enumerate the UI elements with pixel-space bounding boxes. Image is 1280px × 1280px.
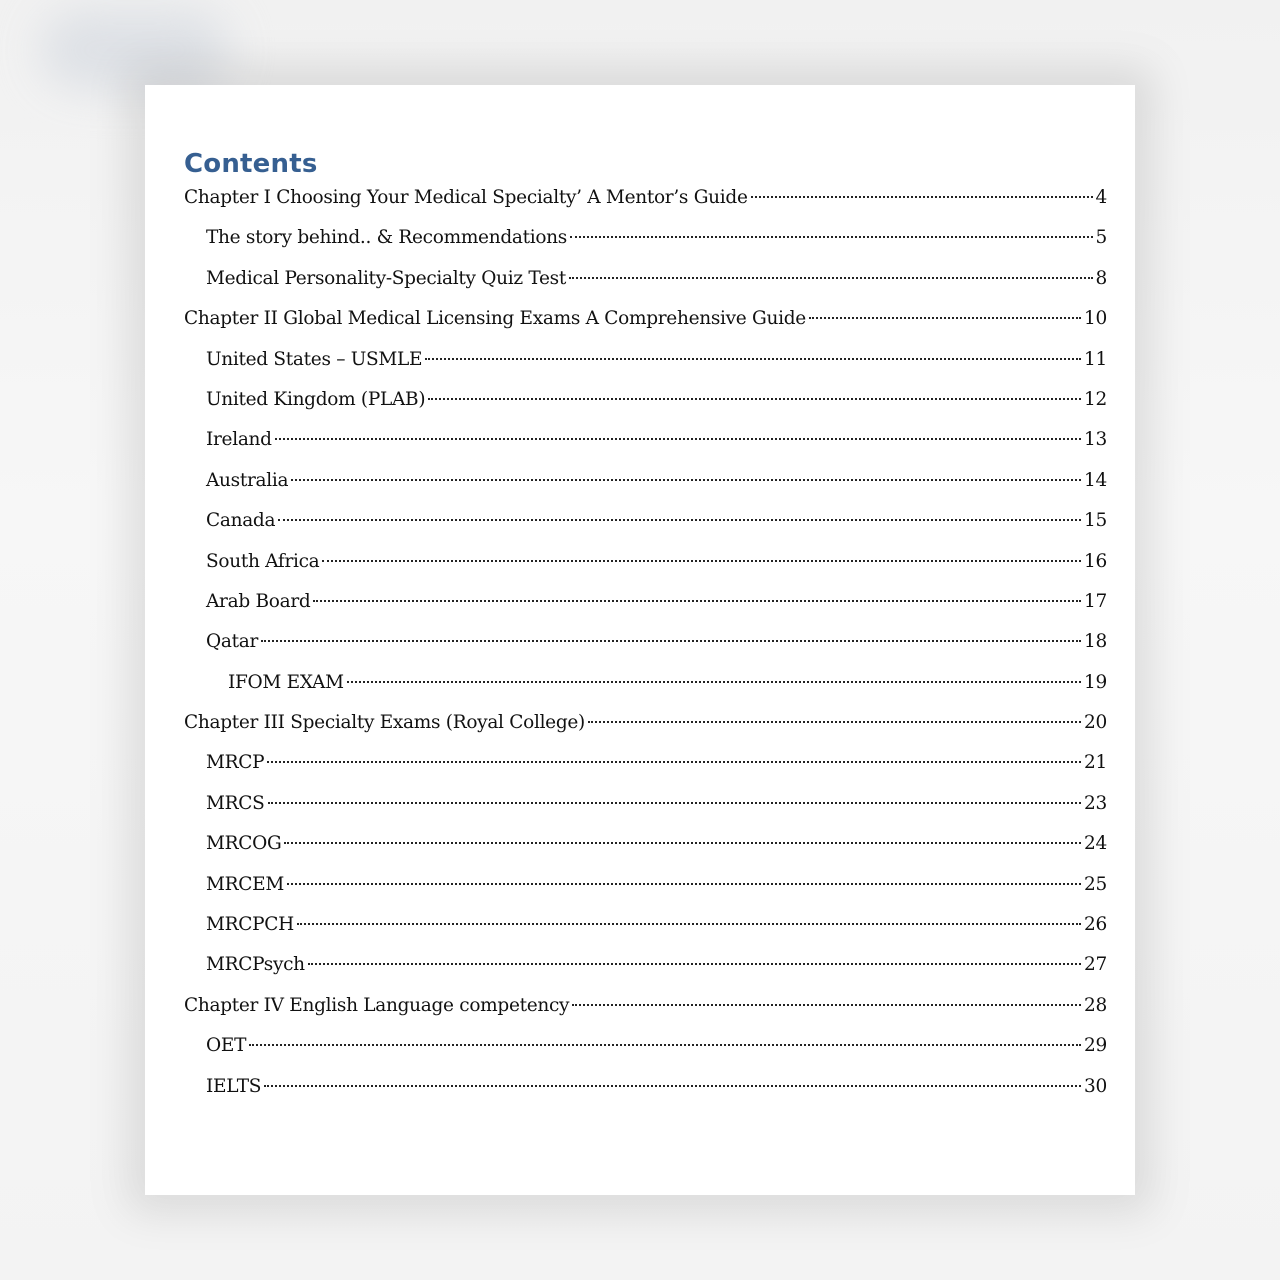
toc-entry-title: Chapter II Global Medical Licensing Exams A Comprehensive Guide [184,308,806,330]
toc-entry-page-number: 19 [1084,671,1107,693]
toc-entry[interactable] [184,227,1107,267]
contents-heading: Contents [184,149,318,179]
toc-entry-page-number: 23 [1084,792,1107,814]
blurred-background-element [40,10,230,90]
toc-entry-title: Canada [206,510,276,532]
toc-entry-title: Medical Personality-Specialty Quiz Test [206,267,566,289]
toc-entry-page-number: 16 [1084,550,1107,572]
toc-entry[interactable] [184,551,1107,591]
toc-entry-page-number: 4 [1095,187,1107,208]
dot-leader [249,1044,1081,1046]
toc-entry-title: MRCS [206,792,265,814]
toc-entry[interactable] [184,349,1107,389]
toc-entry[interactable] [184,187,1107,227]
toc-entry-page-number: 18 [1084,631,1107,653]
dot-leader [278,519,1081,521]
dot-leader [264,1085,1081,1087]
dot-leader [267,761,1081,763]
toc-entry-page-number: 15 [1084,510,1107,532]
toc-entry[interactable] [184,591,1107,631]
toc-entry-page-number: 28 [1084,994,1107,1016]
dot-leader [322,560,1081,562]
toc-entry-title: MRCEM [206,873,284,895]
toc-entry[interactable] [184,389,1107,429]
toc-entry-title: Chapter I Choosing Your Medical Specialty’ A Mentor’s Guide [184,187,748,208]
toc-entry-page-number: 12 [1084,388,1107,410]
toc-entry-page-number: 5 [1095,227,1107,249]
toc-entry-page-number: 26 [1084,914,1107,936]
dot-leader [569,277,1093,279]
toc-entry[interactable] [184,914,1107,954]
toc-entry-page-number: 30 [1084,1075,1107,1097]
toc-entry-page-number: 11 [1084,348,1107,370]
toc-entry[interactable] [184,631,1107,671]
dot-leader [313,600,1081,602]
dot-leader [287,883,1081,885]
toc-entry-page-number: 25 [1084,873,1107,895]
dot-leader [428,398,1081,400]
dot-leader [291,479,1081,481]
toc-entry-title: MRCPsych [206,954,305,976]
dot-leader [308,963,1081,965]
toc-entry-page-number: 8 [1095,267,1107,289]
toc-entry-page-number: 10 [1084,308,1107,330]
toc-entry[interactable] [184,1035,1107,1075]
table-of-contents [184,187,1107,1116]
dot-leader [572,1004,1081,1006]
dot-leader [275,438,1081,440]
toc-entry-page-number: 17 [1084,590,1107,612]
toc-entry[interactable] [184,752,1107,792]
toc-entry-page-number: 21 [1084,752,1107,774]
toc-entry-page-number: 14 [1084,469,1107,491]
toc-entry-title: United States – USMLE [206,348,423,370]
toc-entry[interactable] [184,268,1107,308]
toc-entry-title: The story behind.. & Recommendations [206,227,567,249]
toc-entry[interactable] [184,954,1107,994]
dot-leader [268,802,1082,804]
toc-entry-page-number: 20 [1084,712,1107,734]
toc-entry-page-number: 24 [1084,833,1107,855]
dot-leader [751,196,1093,198]
dot-leader [284,842,1081,844]
toc-entry-title: Australia [206,469,289,491]
toc-entry[interactable] [184,995,1107,1035]
toc-entry-title: Chapter IV English Language competency [184,994,570,1016]
toc-entry[interactable] [184,470,1107,510]
toc-entry-title: United Kingdom (PLAB) [206,388,426,410]
toc-entry[interactable] [184,712,1107,752]
toc-entry[interactable] [184,429,1107,469]
toc-entry[interactable] [184,874,1107,914]
dot-leader [261,640,1081,642]
toc-entry-title: Qatar [206,631,259,653]
toc-entry-title: OET [206,1035,247,1057]
toc-entry-page-number: 27 [1084,954,1107,976]
dot-leader [809,317,1081,319]
toc-entry-title: MRCPCH [206,914,294,936]
toc-entry[interactable] [184,1076,1107,1116]
toc-entry[interactable] [184,833,1107,873]
toc-entry-title: Arab Board [206,590,311,612]
toc-entry[interactable] [184,308,1107,348]
dot-leader [588,721,1081,723]
dot-leader [425,358,1081,360]
toc-entry-title: IFOM EXAM [228,671,344,693]
dot-leader [570,236,1093,238]
toc-entry-title: Chapter III Specialty Exams (Royal College) [184,712,585,734]
document-page [145,85,1135,1195]
toc-entry-title: Ireland [206,429,272,451]
dot-leader [347,681,1081,683]
toc-entry-title: South Africa [206,550,320,572]
dot-leader [297,923,1081,925]
toc-entry-title: IELTS [206,1075,262,1097]
toc-entry[interactable] [184,510,1107,550]
toc-entry[interactable] [184,793,1107,833]
toc-entry-title: MRCP [206,752,265,774]
toc-entry-title: MRCOG [206,833,282,855]
toc-entry-page-number: 13 [1084,429,1107,451]
toc-entry[interactable] [184,672,1107,712]
toc-entry-page-number: 29 [1084,1035,1107,1057]
